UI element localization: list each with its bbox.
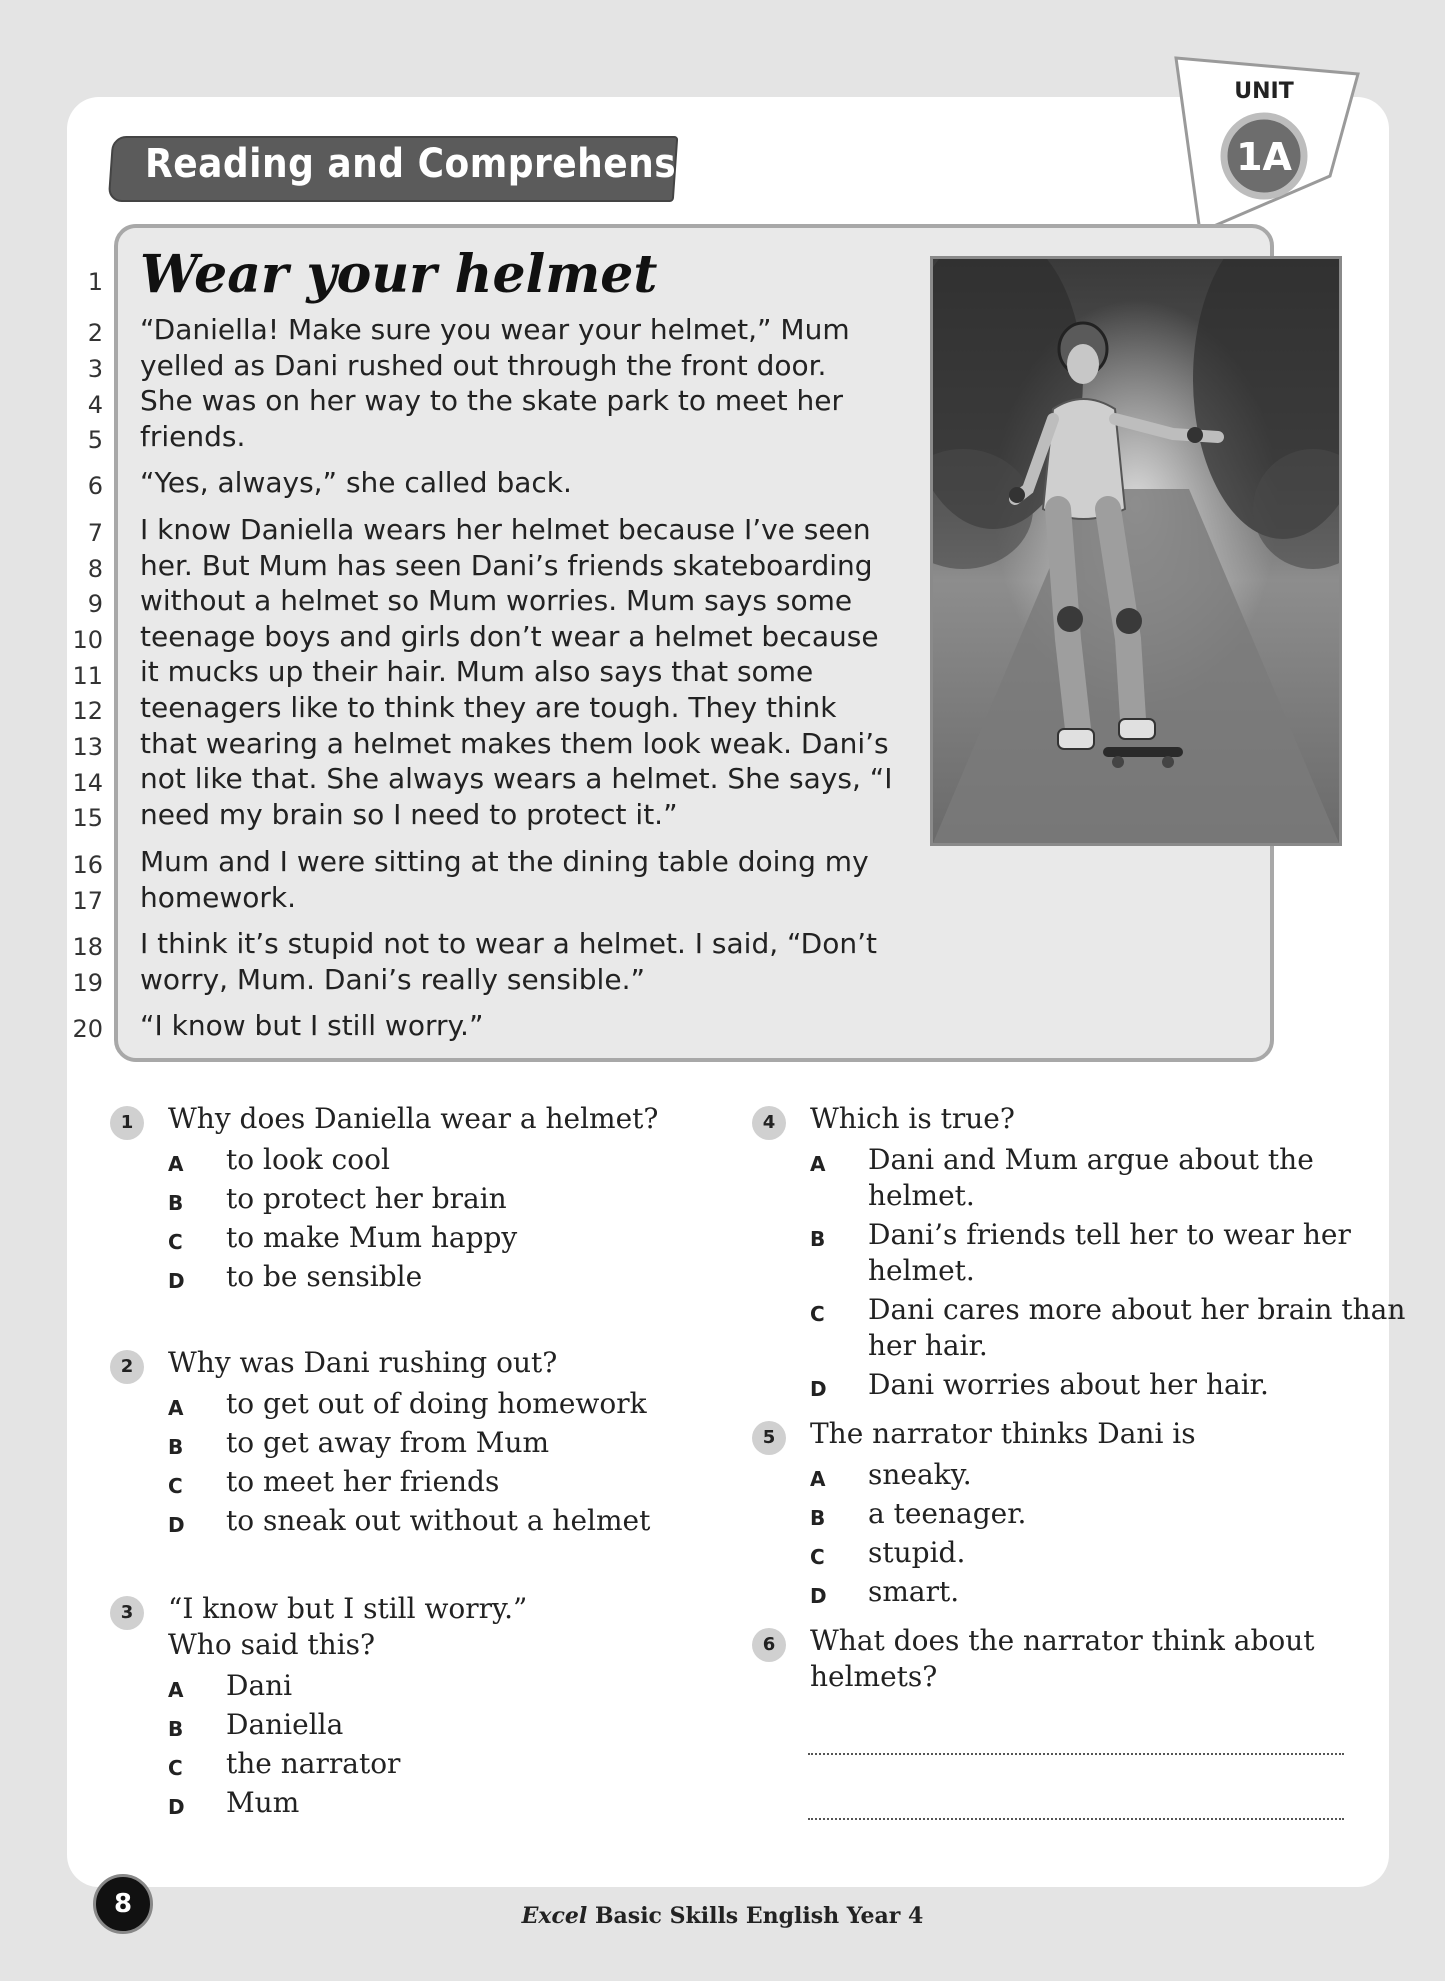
option-text[interactable]: Dani’s friends tell her to wear her <box>868 1218 1351 1251</box>
passage-line: without a helmet so Mum worries. Mum says some <box>140 584 853 618</box>
answer-line[interactable] <box>808 1753 1344 1755</box>
option-text[interactable]: helmet. <box>868 1254 975 1287</box>
line-number: 12 <box>72 697 103 725</box>
question-text: helmets? <box>810 1660 938 1693</box>
unit-badge <box>1172 56 1362 236</box>
line-number: 8 <box>87 555 103 583</box>
passage-paragraph <box>140 844 869 915</box>
option-letter: A <box>168 1152 184 1176</box>
option-text[interactable]: to be sensible <box>226 1260 423 1293</box>
option-letter: C <box>810 1545 825 1569</box>
option-text[interactable]: sneaky. <box>868 1458 972 1491</box>
passage-line: her. But Mum has seen Dani’s friends skateboarding <box>140 548 873 582</box>
passage-line: She was on her way to the skate park to meet her <box>140 384 843 418</box>
footer-brand: Excel <box>521 1903 588 1929</box>
line-number: 2 <box>87 319 103 347</box>
unit-label: UNIT <box>1234 79 1294 104</box>
option-text[interactable]: to make Mum happy <box>226 1221 518 1254</box>
option-text[interactable]: to meet her friends <box>226 1465 500 1498</box>
line-number: 5 <box>87 426 103 454</box>
footer-book-title: Basic Skills English Year 4 <box>594 1903 924 1929</box>
line-number: 4 <box>87 391 103 419</box>
question-text: “I know but I still worry.” <box>168 1592 528 1625</box>
option-text[interactable]: to get out of doing homework <box>226 1387 647 1420</box>
option-letter: D <box>168 1513 185 1537</box>
passage-line: I think it’s stupid not to wear a helmet. I said, “Don’t <box>140 927 877 960</box>
question-number: 4 <box>752 1106 786 1140</box>
option-letter: D <box>168 1795 185 1819</box>
option-text[interactable]: to protect her brain <box>226 1182 507 1215</box>
option-letter: A <box>168 1678 184 1702</box>
option-letter: C <box>168 1230 183 1254</box>
question-text: The narrator thinks Dani is <box>810 1417 1196 1450</box>
passage-paragraph <box>140 926 877 997</box>
passage-paragraph <box>140 1008 483 1044</box>
option-text[interactable]: Daniella <box>226 1708 344 1741</box>
line-number: 19 <box>72 969 103 997</box>
line-number: 7 <box>87 519 103 547</box>
passage-line: Mum and I were sitting at the dining table doing my <box>140 845 869 878</box>
option-text[interactable]: the narrator <box>226 1747 401 1780</box>
option-text[interactable]: to look cool <box>226 1143 390 1176</box>
passage-line: not like that. She always wears a helmet. She says, “I <box>140 762 893 796</box>
option-letter: B <box>168 1191 184 1215</box>
option-letter: A <box>168 1396 184 1420</box>
option-text[interactable]: Dani cares more about her brain than <box>868 1293 1406 1326</box>
option-letter: D <box>168 1269 185 1293</box>
line-number: 11 <box>72 662 103 690</box>
line-number: 14 <box>72 769 103 797</box>
passage-line: friends. <box>140 419 246 453</box>
question-text: What does the narrator think about <box>810 1624 1315 1657</box>
option-text[interactable]: Dani worries about her hair. <box>868 1368 1269 1401</box>
option-text[interactable]: smart. <box>868 1575 960 1608</box>
question-number: 6 <box>752 1628 786 1662</box>
option-text[interactable]: a teenager. <box>868 1497 1027 1530</box>
passage-line: that wearing a helmet makes them look weak. Dani’s <box>140 726 889 760</box>
passage-line: it mucks up their hair. Mum also says that some <box>140 655 814 689</box>
option-text[interactable]: Dani and Mum argue about the <box>868 1143 1314 1176</box>
option-letter: C <box>168 1756 183 1780</box>
option-text[interactable]: Mum <box>226 1786 300 1819</box>
line-number: 15 <box>72 804 103 832</box>
line-number: 20 <box>72 1015 103 1043</box>
passage-paragraph <box>140 465 572 501</box>
option-letter: D <box>810 1377 827 1401</box>
answer-line[interactable] <box>808 1818 1344 1820</box>
line-number: 6 <box>87 472 103 500</box>
passage-line: teenage boys and girls don’t wear a helmet because <box>140 619 879 653</box>
option-text[interactable]: helmet. <box>868 1179 975 1212</box>
question-text: Why was Dani rushing out? <box>168 1346 558 1379</box>
page-number: 8 <box>93 1874 153 1934</box>
passage-title: Wear your helmet <box>140 244 658 305</box>
passage-paragraph <box>140 312 850 454</box>
passage-line: I know Daniella wears her helmet because I’ve seen <box>140 513 871 546</box>
option-letter: C <box>168 1474 183 1498</box>
line-number: 9 <box>87 590 103 618</box>
option-letter: A <box>810 1152 826 1176</box>
option-letter: D <box>810 1584 827 1608</box>
passage-line: worry, Mum. Dani’s really sensible.” <box>140 962 645 996</box>
question-text: Why does Daniella wear a helmet? <box>168 1102 659 1135</box>
option-letter: B <box>810 1506 826 1530</box>
unit-number: 1A <box>1236 135 1292 179</box>
question-number: 3 <box>110 1596 144 1630</box>
option-letter: B <box>810 1227 826 1251</box>
option-text[interactable]: to sneak out without a helmet <box>226 1504 651 1537</box>
option-text[interactable]: Dani <box>226 1669 293 1702</box>
option-letter: B <box>168 1435 184 1459</box>
passage-line: “Daniella! Make sure you wear your helmet,” Mum <box>140 313 850 346</box>
passage-paragraph <box>140 512 893 832</box>
option-text[interactable]: her hair. <box>868 1329 988 1362</box>
passage-line: need my brain so I need to protect it.” <box>140 797 678 831</box>
section-title: Reading and Comprehension <box>145 141 741 187</box>
line-number: 16 <box>72 851 103 879</box>
passage-line: “I know but I still worry.” <box>140 1009 484 1042</box>
question-number: 5 <box>752 1421 786 1455</box>
line-number: 13 <box>72 733 103 761</box>
line-number: 10 <box>72 626 103 654</box>
question-text: Who said this? <box>168 1628 376 1661</box>
line-number: 3 <box>87 355 103 383</box>
footer <box>0 1903 1445 1929</box>
line-number: 17 <box>72 887 103 915</box>
option-text[interactable]: stupid. <box>868 1536 966 1569</box>
line-number: 18 <box>72 933 103 961</box>
question-text: Which is true? <box>810 1102 1015 1135</box>
passage-line: yelled as Dani rushed out through the front door. <box>140 348 827 382</box>
option-letter: B <box>168 1717 184 1741</box>
passage-line: “Yes, always,” she called back. <box>140 466 572 499</box>
passage-line: teenagers like to think they are tough. They think <box>140 690 837 724</box>
option-letter: A <box>810 1467 826 1491</box>
question-number: 2 <box>110 1350 144 1384</box>
passage-line: homework. <box>140 880 297 914</box>
line-number: 1 <box>87 268 103 296</box>
option-letter: C <box>810 1302 825 1326</box>
option-text[interactable]: to get away from Mum <box>226 1426 550 1459</box>
question-number: 1 <box>110 1106 144 1140</box>
skateboard-girl-photo <box>930 256 1342 846</box>
